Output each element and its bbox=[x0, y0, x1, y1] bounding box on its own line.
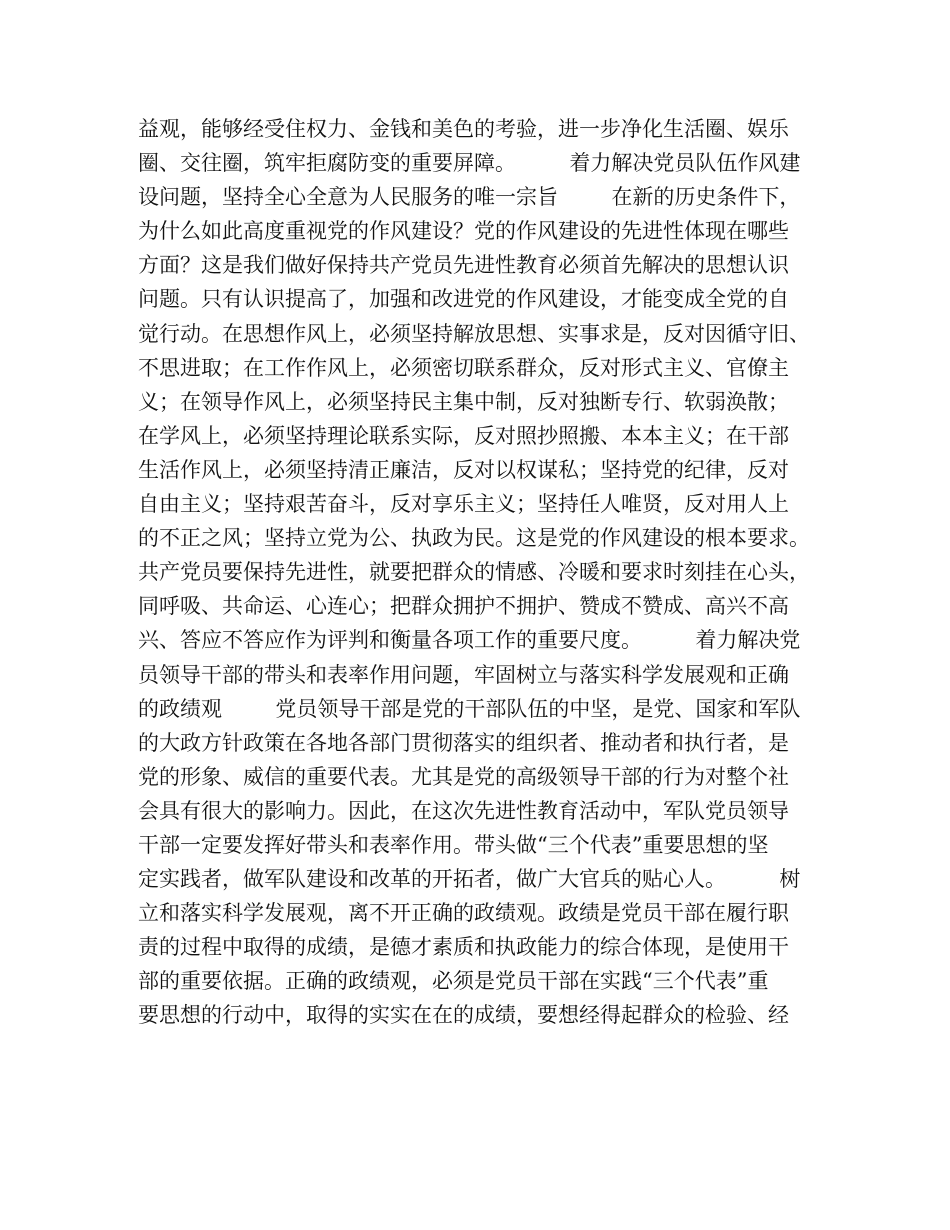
text-line: 的政绩观 党员领导干部是党的干部队伍的中坚，是党、国家和军队 bbox=[138, 696, 801, 721]
text-line: 干部一定要发挥好带头和表率作用。带头做“三个代表”重要思想的坚 bbox=[138, 832, 769, 857]
text-line: 党的形象、威信的重要代表。尤其是党的高级领导干部的行为对整个社 bbox=[138, 764, 789, 789]
text-line: 立和落实科学发展观，离不开正确的政绩观。政绩是党员干部在履行职 bbox=[138, 901, 789, 926]
text-line: 圈、交往圈，筑牢拒腐防变的重要屏障。 着力解决党员队伍作风建 bbox=[138, 151, 801, 176]
text-line: 的大政方针政策在各地各部门贯彻落实的组织者、推动者和执行者，是 bbox=[138, 730, 789, 755]
text-line: 不思进取；在工作作风上，必须密切联系群众，反对形式主义、官僚主 bbox=[138, 355, 789, 380]
text-line: 定实践者，做军队建设和改革的开拓者，做广大官兵的贴心人。 树 bbox=[138, 867, 801, 892]
text-line: 兴、答应不答应作为评判和衡量各项工作的重要尺度。 着力解决党 bbox=[138, 628, 801, 653]
text-line: 同呼吸、共命运、心连心；把群众拥护不拥护、赞成不赞成、高兴不高 bbox=[138, 594, 789, 619]
text-line: 会具有很大的影响力。因此，在这次先进性教育活动中，军队党员领导 bbox=[138, 798, 789, 823]
text-line: 的不正之风；坚持立党为公、执政为民。这是党的作风建设的根本要求。 bbox=[138, 526, 810, 551]
text-line: 生活作风上，必须坚持清正廉洁，反对以权谋私；坚持党的纪律，反对 bbox=[138, 457, 789, 482]
text-line: 部的重要依据。正确的政绩观，必须是党员干部在实践“三个代表”重 bbox=[138, 969, 769, 994]
text-line: 益观，能够经受住权力、金钱和美色的考验，进一步净化生活圈、娱乐 bbox=[138, 117, 789, 141]
text-line: 共产党员要保持先进性，就要把群众的情感、冷暖和要求时刻挂在心头， bbox=[138, 560, 810, 585]
text-line: 要思想的行动中，取得的实实在在的成绩，要想经得起群众的检验、经 bbox=[138, 1003, 789, 1028]
text-line: 为什么如此高度重视党的作风建设？党的作风建设的先进性体现在哪些 bbox=[138, 219, 789, 244]
text-line: 义；在领导作风上，必须坚持民主集中制，反对独断专行、软弱涣散； bbox=[138, 389, 789, 414]
text-line: 设问题，坚持全心全意为人民服务的唯一宗旨 在新的历史条件下， bbox=[138, 185, 801, 210]
text-line: 自由主义；坚持艰苦奋斗，反对享乐主义；坚持任人唯贤，反对用人上 bbox=[138, 492, 789, 517]
text-line: 责的过程中取得的成绩，是德才素质和执政能力的综合体现，是使用干 bbox=[138, 935, 789, 960]
text-line: 方面？这是我们做好保持共产党员先进性教育必须首先解决的思想认识 bbox=[138, 253, 789, 278]
body-text bbox=[138, 112, 838, 1033]
text-line: 觉行动。在思想作风上，必须坚持解放思想、实事求是，反对因循守旧、 bbox=[138, 321, 810, 346]
text-line: 员领导干部的带头和表率作用问题，牢固树立与落实科学发展观和正确 bbox=[138, 662, 789, 687]
text-line: 问题。只有认识提高了，加强和改进党的作风建设，才能变成全党的自 bbox=[138, 287, 789, 312]
text-line: 在学风上，必须坚持理论联系实际，反对照抄照搬、本本主义；在干部 bbox=[138, 423, 789, 448]
